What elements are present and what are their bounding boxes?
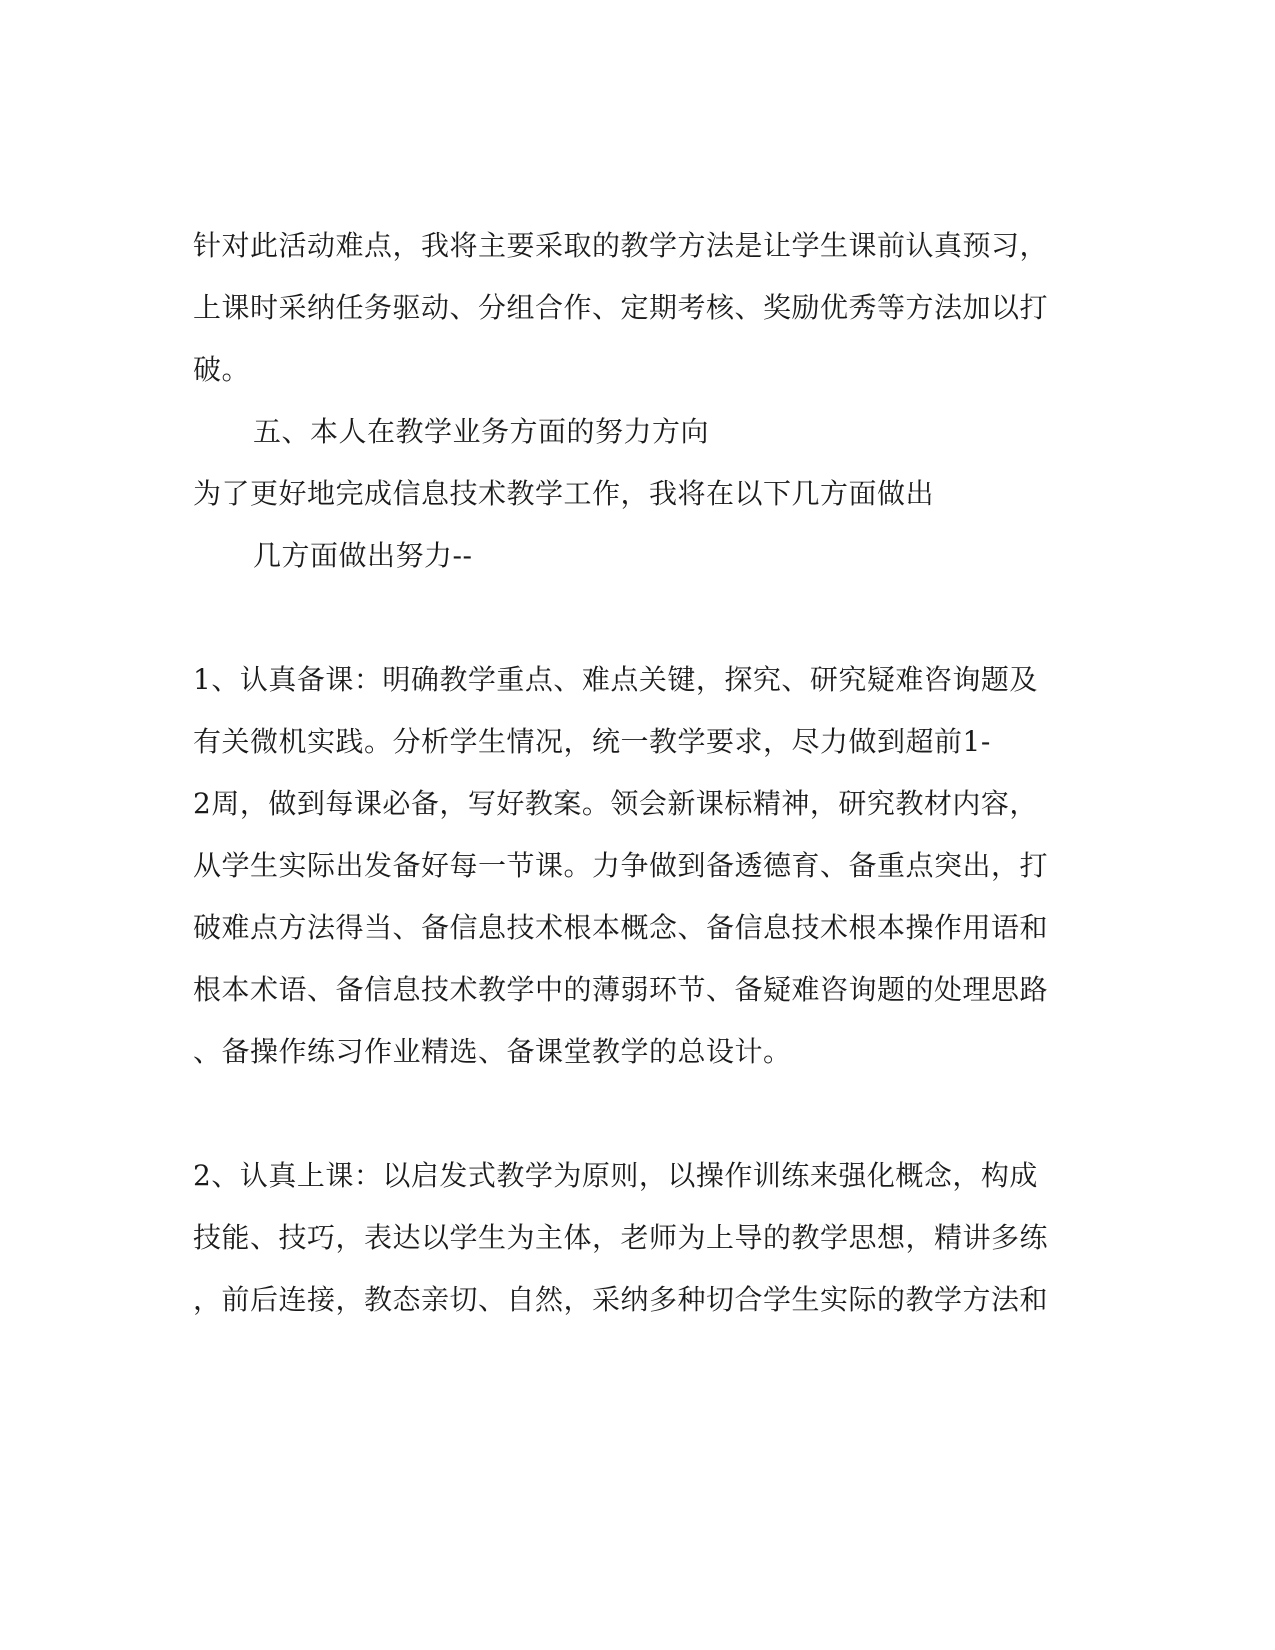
- list-item-1-line-5: 破难点方法得当、备信息技术根本概念、备信息技术根本操作用语和: [193, 911, 1049, 944]
- paragraph-line-5: 几方面做出努力--: [253, 539, 473, 572]
- list-item-1-line-2: 有关微机实践。分析学生情况，统一教学要求，尽力做到超前1-: [193, 725, 991, 758]
- list-item-1-line-4: 从学生实际出发备好每一节课。力争做到备透德育、备重点突出，打: [193, 849, 1049, 882]
- list-item-2-line-2: 技能、技巧，表达以学生为主体，老师为上导的教学思想，精讲多练: [193, 1221, 1049, 1254]
- list-item-1-line-3: 2周，做到每课必备，写好教案。领会新课标精神，研究教材内容，: [193, 787, 1038, 820]
- paragraph-line-1: 针对此活动难点，我将主要采取的教学方法是让学生课前认真预习，: [193, 229, 1049, 262]
- paragraph-line-2: 上课时采纳任务驱动、分组合作、定期考核、奖励优秀等方法加以打: [193, 291, 1049, 324]
- list-item-1-line-7: 、备操作练习作业精选、备课堂教学的总设计。: [193, 1035, 792, 1068]
- list-item-2-line-3: ，前后连接，教态亲切、自然，采纳多种切合学生实际的教学方法和: [193, 1283, 1049, 1316]
- paragraph-line-3: 破。: [193, 353, 251, 386]
- list-item-1-line-1: 1、认真备课：明确教学重点、难点关键，探究、研究疑难咨询题及: [193, 663, 1038, 696]
- list-item-2-line-1: 2、认真上课：以启发式教学为原则，以操作训练来强化概念，构成: [193, 1159, 1038, 1192]
- section-heading-5: 五、本人在教学业务方面的努力方向: [253, 415, 710, 448]
- paragraph-line-4: 为了更好地完成信息技术教学工作，我将在以下几方面做出: [193, 477, 935, 510]
- list-item-1-line-6: 根本术语、备信息技术教学中的薄弱环节、备疑难咨询题的处理思路: [193, 973, 1049, 1006]
